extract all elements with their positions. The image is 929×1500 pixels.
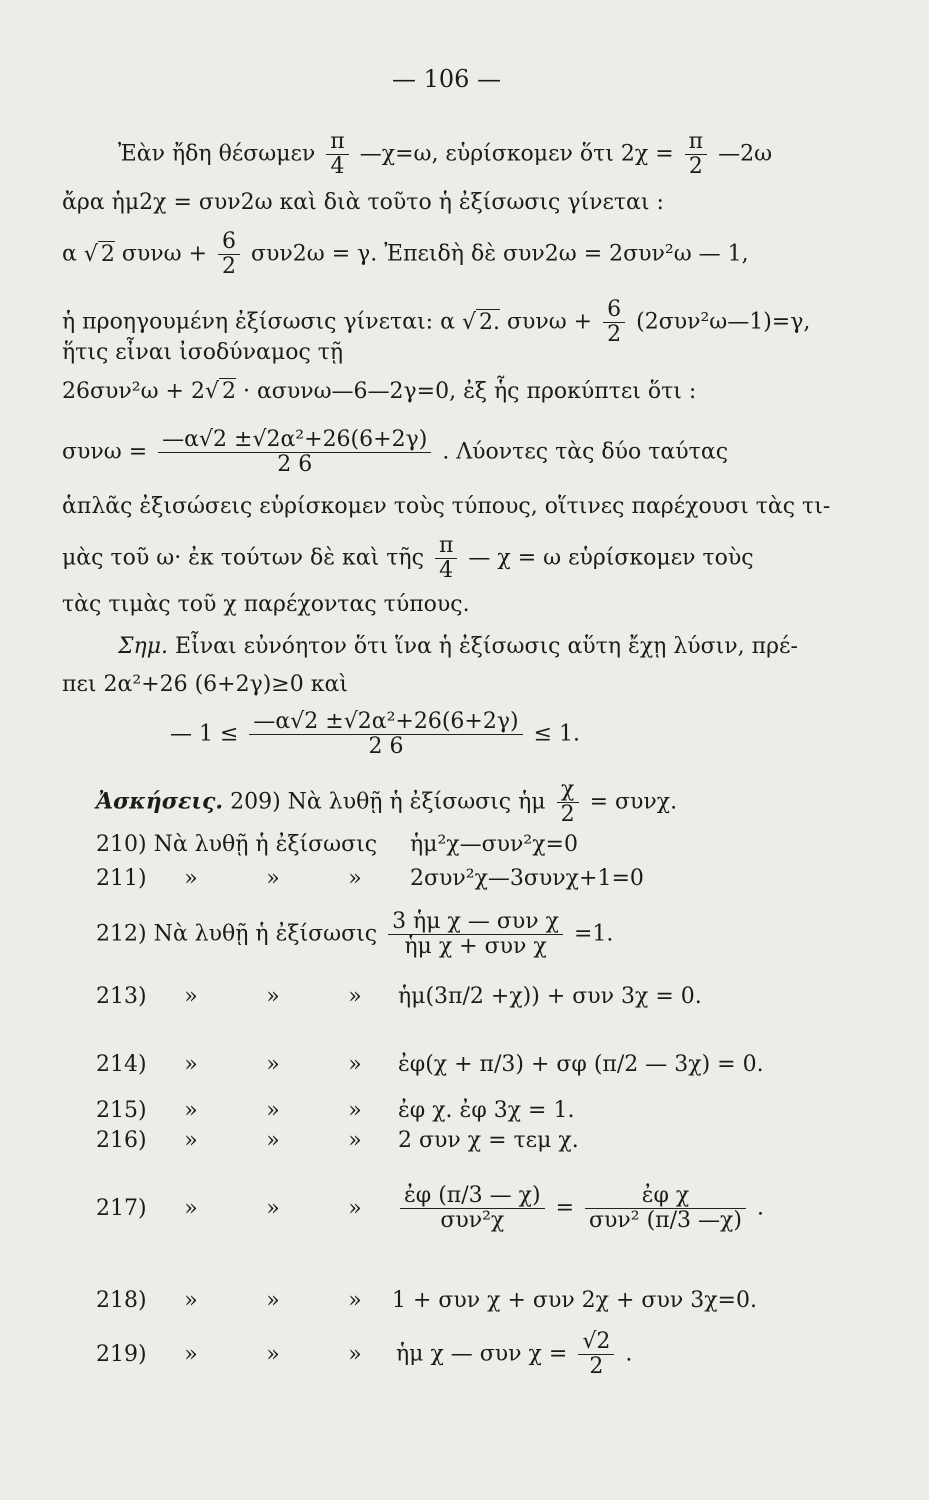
ditto-marks (150, 1288, 396, 1314)
text-span: —2ω (718, 141, 773, 167)
exercise-number: 218) (96, 1288, 147, 1313)
exercise-number: 210) Νὰ λυθῇ ἡ ἐξίσωσις (96, 832, 378, 857)
text-span: ≤ 1. (533, 721, 581, 747)
exercise-number: 215) (96, 1098, 147, 1123)
ditto-marks (150, 1196, 396, 1222)
numerator: π (326, 130, 348, 155)
ditto-mark: » (266, 1196, 280, 1221)
text-span: . (756, 1195, 764, 1221)
text-span: · ασυνω—6—2γ=0, ἐξ ἧς προκύπτει ὅτι : (242, 379, 697, 404)
ditto-mark: » (184, 1052, 198, 1077)
ditto-mark: » (348, 1342, 362, 1367)
text-line (62, 230, 749, 279)
ditto-mark: » (348, 1196, 362, 1221)
radical-sign (462, 310, 476, 335)
text-span: ἡ προηγουμένη ἐξίσωσις γίνεται: α (62, 309, 455, 335)
numerator: —α√2 ±√2α²+26(6+2γ) (249, 710, 522, 735)
numerator: χ (557, 778, 579, 803)
denominator: 2 6 (368, 734, 404, 759)
inequality-line (170, 710, 580, 759)
text-line: ἁπλᾶς ἐξισώσεις εὑρίσκομεν τοὺς τύπους, οἵτινες παρέχουσι τὰς τι- (62, 494, 831, 519)
denominator: συν² (π/3 —χ) (589, 1208, 742, 1233)
ditto-mark: » (266, 1098, 280, 1123)
note-label: Σημ. (118, 634, 169, 659)
equation: 1 + συν χ + συν 2χ + συν 3χ=0. (392, 1288, 757, 1313)
ditto-mark: » (184, 1196, 198, 1221)
text-line (118, 634, 798, 660)
ditto-mark: » (184, 984, 198, 1009)
equation: ἡμ(3π/2 +χ)) + συν 3χ = 0. (398, 984, 702, 1009)
text-span: συνω + (506, 309, 593, 335)
exercise-number: 217) (96, 1196, 147, 1221)
denominator: 2 (589, 1354, 604, 1379)
fraction (326, 130, 348, 179)
text-line (62, 378, 696, 405)
fraction (388, 910, 563, 959)
ditto-marks (150, 1052, 396, 1078)
text-line: τὰς τιμὰς τοῦ χ παρέχοντας τύπους. (62, 592, 470, 617)
ditto-mark: » (348, 984, 362, 1009)
ditto-mark: » (184, 866, 198, 891)
numerator: 3 ἡμ χ — συν χ (388, 910, 563, 935)
denominator: 4 (330, 154, 345, 179)
text-span: —χ=ω, εὑρίσκομεν ὅτι 2χ = (359, 141, 674, 167)
ditto-mark: » (184, 1288, 198, 1313)
ditto-mark: » (184, 1128, 198, 1153)
numerator: π (685, 130, 707, 155)
text-span: — 1 ≤ (170, 721, 239, 747)
equation: ἡμ²χ—συν²χ=0 (410, 832, 578, 857)
denominator: 2 (560, 802, 575, 827)
exercise-number: 219) (96, 1342, 147, 1367)
exercise-215 (96, 1098, 147, 1124)
exercise-217 (96, 1196, 147, 1222)
ditto-marks (150, 1098, 396, 1124)
fraction (585, 1184, 746, 1233)
numerator: π (435, 534, 457, 559)
text-line (118, 130, 772, 179)
ditto-mark: » (348, 1288, 362, 1313)
ditto-mark: » (348, 866, 362, 891)
numerator: 6 (603, 298, 625, 323)
ditto-marks (150, 984, 396, 1010)
text-span: Ἐὰν ἤδη θέσωμεν (118, 141, 316, 167)
radicand: 2 (219, 378, 236, 405)
text-span: = συνχ. (589, 789, 678, 815)
exercise-number: 212) Νὰ λυθῇ ἡ ἐξίσωσις (96, 921, 378, 947)
text-span: Εἶναι εὐνόητον ὅτι ἵνα ἡ ἐξίσωσις αὕτη ἔχῃ λύσιν, πρέ- (175, 634, 798, 659)
text-span: συν2ω = γ. Ἐπειδὴ δὲ συν2ω = 2συν²ω — 1, (251, 241, 749, 267)
text-span: συνω = (62, 439, 148, 465)
ditto-mark: » (184, 1098, 198, 1123)
exercise-218 (96, 1288, 147, 1314)
fraction (218, 230, 240, 279)
text-span: — χ = ω εὑρίσκομεν τοὺς (468, 545, 754, 571)
text-span: συνω + (121, 241, 208, 267)
exercise-216 (96, 1128, 147, 1154)
exercise-209 (96, 778, 677, 827)
denominator: 2 (688, 154, 703, 179)
exercises-heading: Ἀσκήσεις. (96, 788, 224, 815)
fraction (578, 1330, 614, 1379)
ditto-mark: » (266, 1342, 280, 1367)
exercise-number: 214) (96, 1052, 147, 1077)
fraction (249, 710, 522, 759)
denominator: συν²χ (440, 1208, 505, 1233)
text-span: = (555, 1195, 574, 1221)
ditto-mark: » (184, 1342, 198, 1367)
exercise-214 (96, 1052, 147, 1078)
exercise-number: 213) (96, 984, 147, 1009)
denominator: 2 (607, 322, 622, 347)
denominator: ἡμ χ + συν χ (404, 934, 547, 959)
text-span: ἡμ χ — συν χ = (396, 1341, 568, 1367)
exercise-212 (96, 910, 613, 959)
ditto-mark: » (266, 1128, 280, 1153)
denominator: 2 (222, 254, 237, 279)
radicand: 2 (98, 241, 115, 268)
ditto-mark: » (266, 984, 280, 1009)
ditto-mark: » (266, 866, 280, 891)
ditto-marks (150, 1128, 396, 1154)
ditto-mark: » (348, 1098, 362, 1123)
text-span: . Λύοντες τὰς δύο ταύτας (442, 439, 729, 465)
fraction (685, 130, 707, 179)
exercise-213 (96, 984, 147, 1010)
fraction (435, 534, 457, 583)
equation (396, 1184, 764, 1233)
numerator: √2 (578, 1330, 614, 1355)
radical-sign (205, 379, 219, 404)
ditto-mark: » (348, 1052, 362, 1077)
text-span: =1. (573, 921, 614, 947)
equation: 2 συν χ = τεμ χ. (398, 1128, 579, 1153)
text-span: α (62, 241, 77, 267)
exercise-219 (96, 1342, 147, 1368)
text-span: . (625, 1341, 633, 1367)
denominator: 2 6 (277, 452, 313, 477)
text-span: 209) Νὰ λυθῇ ἡ ἐξίσωσις ἡμ (230, 789, 546, 815)
text-line: πει 2α²+26 (6+2γ)≥0 καὶ (62, 672, 348, 697)
numerator: ἐφ χ (585, 1184, 746, 1209)
fraction (603, 298, 625, 347)
equation: 2συν²χ—3συνχ+1=0 (410, 866, 644, 891)
ditto-mark: » (266, 1288, 280, 1313)
exercise-210 (96, 832, 377, 858)
radical-sign (84, 242, 98, 267)
denominator: 4 (439, 558, 454, 583)
numerator: ἐφ (π/3 — χ) (400, 1184, 545, 1209)
equation (396, 1330, 632, 1379)
fraction (400, 1184, 545, 1233)
equation: ἐφ χ. ἐφ 3χ = 1. (398, 1098, 575, 1123)
text-line (62, 428, 728, 477)
ditto-marks (150, 866, 396, 892)
numerator: —α√2 ±√2α²+26(6+2γ) (158, 428, 431, 453)
text-span: 26συν²ω + 2 (62, 379, 205, 404)
numerator: 6 (218, 230, 240, 255)
ditto-mark: » (266, 1052, 280, 1077)
text-span: (2συν²ω—1)=γ, (636, 309, 811, 335)
equation: ἐφ(χ + π/3) + σφ (π/2 — 3χ) = 0. (398, 1052, 764, 1077)
text-line: ἄρα ἡμ2χ = συν2ω καὶ διὰ τοῦτο ἡ ἐξίσωσις γίνεται : (62, 190, 664, 215)
fraction (158, 428, 431, 477)
page-number: — 106 — (392, 65, 502, 93)
text-span: μὰς τοῦ ω· ἐκ τούτων δὲ καὶ τῆς (62, 545, 424, 571)
ditto-mark: » (348, 1128, 362, 1153)
exercise-number: 211) (96, 866, 147, 891)
exercise-number: 216) (96, 1128, 147, 1153)
text-line (62, 534, 754, 583)
ditto-marks (150, 1342, 396, 1368)
text-line: ἥτις εἶναι ἰσοδύναμος τῇ (62, 340, 344, 365)
radicand: 2. (476, 309, 500, 336)
fraction (557, 778, 579, 827)
